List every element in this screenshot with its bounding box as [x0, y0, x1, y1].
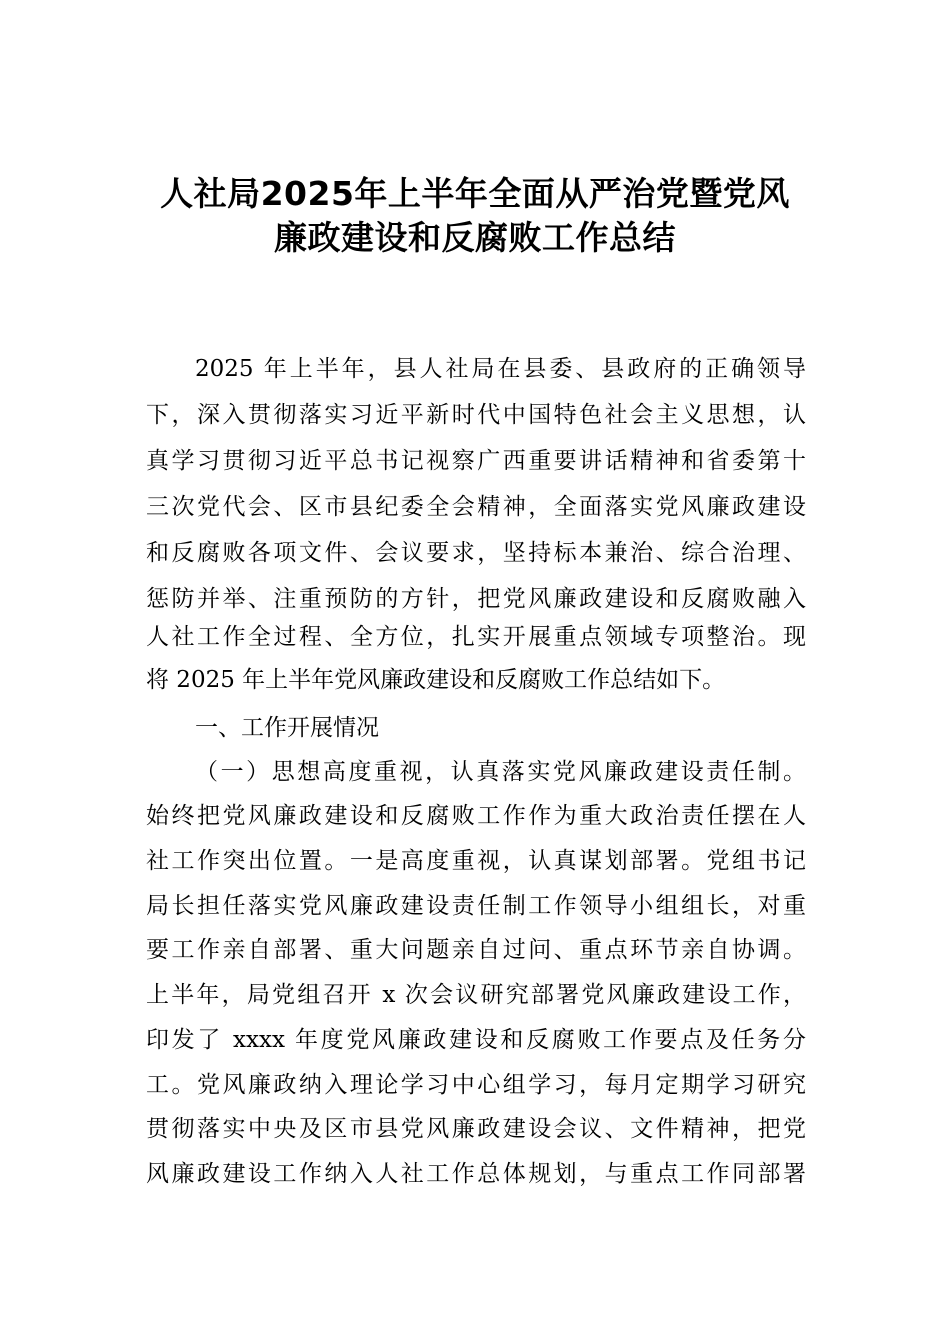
paragraph-1-line: 将 2025 年上半年党风廉政建设和反腐败工作总结如下。	[146, 667, 726, 693]
paragraph-1-line: 下，深入贯彻落实习近平新时代中国特色社会主义思想，认	[146, 402, 806, 428]
paragraph-2-line: 要工作亲自部署、重大问题亲自过问、重点环节亲自协调。	[146, 937, 806, 963]
paragraph-2-line: 社工作突出位置。一是高度重视，认真谋划部署。党组书记	[146, 848, 806, 874]
paragraph-1-line: 惩防并举、注重预防的方针，把党风廉政建设和反腐败融入	[146, 586, 806, 612]
paragraph-1-line: 和反腐败各项文件、会议要求，坚持标本兼治、综合治理、	[146, 540, 806, 566]
paragraph-1-line: 2025 年上半年，县人社局在县委、县政府的正确领导	[195, 356, 806, 382]
paragraph-2-line: 局长担任落实党风廉政建设责任制工作领导小组组长，对重	[146, 893, 806, 919]
paragraph-2-line: 风廉政建设工作纳入人社工作总体规划，与重点工作同部署	[146, 1161, 806, 1187]
section-heading: 一、工作开展情况	[195, 715, 379, 741]
paragraph-1-line: 真学习贯彻习近平总书记视察广西重要讲话精神和省委第十	[146, 448, 806, 474]
paragraph-2-line: 上半年，局党组召开 x 次会议研究部署党风廉政建设工作，	[146, 982, 806, 1008]
document-title-line-1: 人社局2025年上半年全面从严治党暨党风	[160, 174, 790, 213]
paragraph-1-line: 三次党代会、区市县纪委全会精神，全面落实党风廉政建设	[146, 494, 806, 520]
paragraph-2-line: 印发了 xxxx 年度党风廉政建设和反腐败工作要点及任务分	[146, 1027, 806, 1053]
paragraph-2-line: 工。党风廉政纳入理论学习中心组学习，每月定期学习研究	[146, 1072, 806, 1098]
paragraph-2-line: （一）思想高度重视，认真落实党风廉政建设责任制。	[195, 759, 806, 785]
document-title-line-2: 廉政建设和反腐败工作总结	[274, 218, 676, 257]
paragraph-2-line: 始终把党风廉政建设和反腐败工作作为重大政治责任摆在人	[146, 803, 806, 829]
paragraph-2-line: 贯彻落实中央及区市县党风廉政建设会议、文件精神，把党	[146, 1116, 806, 1142]
paragraph-1-line: 人社工作全过程、全方位，扎实开展重点领域专项整治。现	[146, 624, 806, 650]
